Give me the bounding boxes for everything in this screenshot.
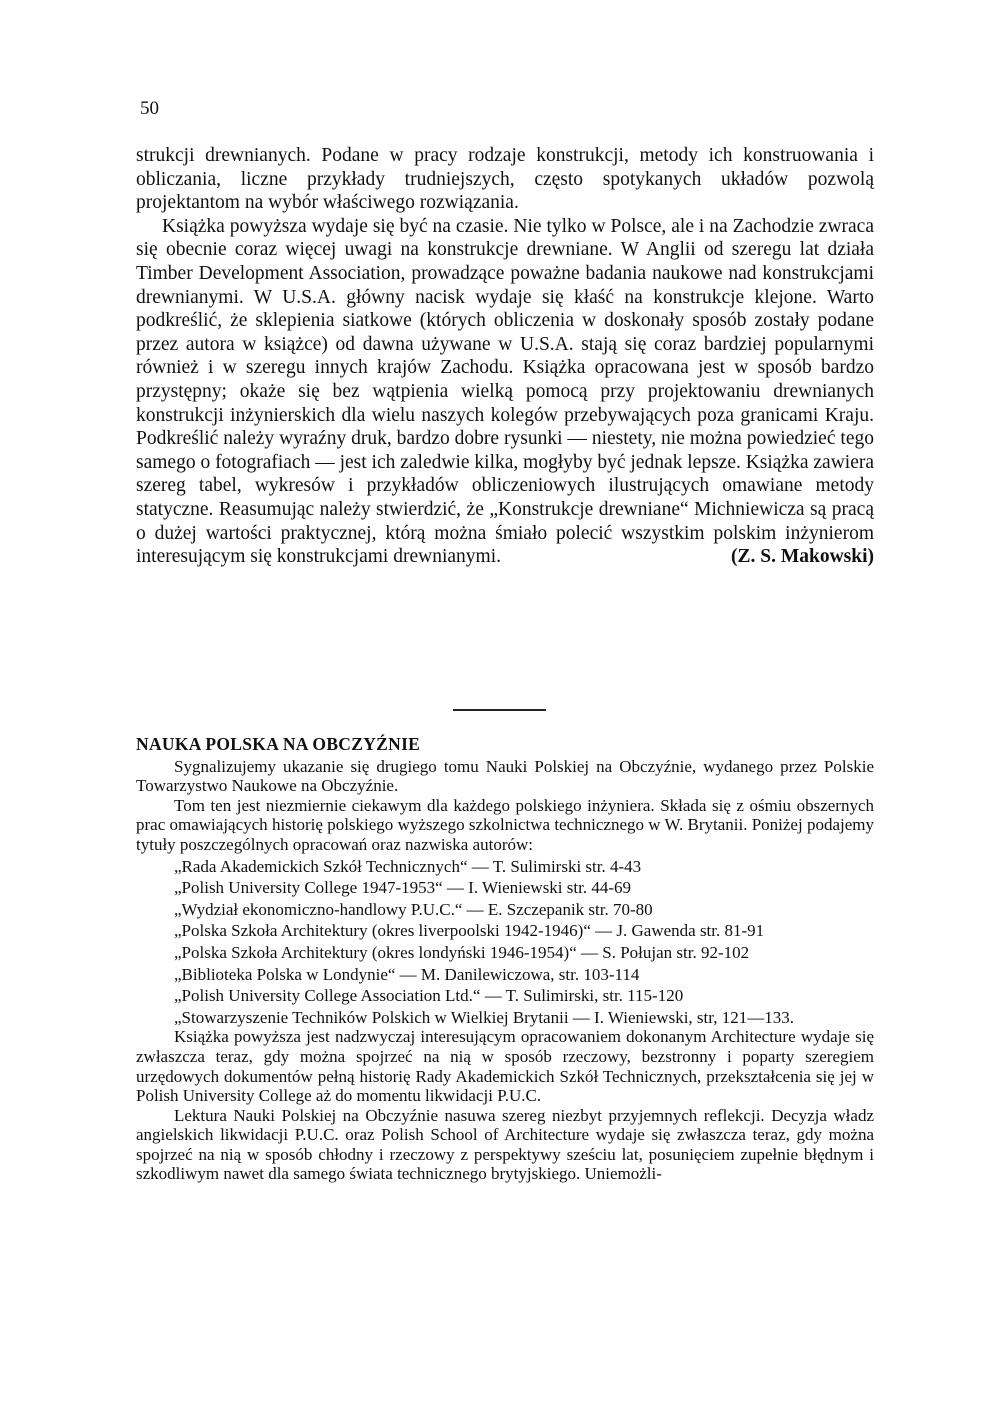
contents-entry: „Polska Szkoła Architektury (okres londyński 1946-1954)“ — S. Połujan str. 92-102 — [174, 942, 750, 962]
book-review — [136, 144, 874, 569]
closing-paragraph: Książka powyższa jest nadzwyczaj interesującym opracowaniem dokonanym Architecture wydaje się zwłaszcza teraz, gdy można spojrzeć na nią w sposób rzeczowy, bezstronny i poparty szeregiem urzędowych dokumentów pełną historię Rady Akademickich Szkół Technicznych, przekształcenia się jej w Polish University College aż do momentu likwidacji P.U.C. — [136, 1027, 874, 1106]
contents-entry: „Polish University College 1947-1953“ — I. Wieniewski str. 44-69 — [174, 878, 632, 898]
section-divider — [453, 709, 546, 711]
contents-entry: „Polish University College Association Ltd.“ — T. Sulimirski, str. 115-120 — [174, 986, 684, 1006]
review-paragraph: strukcji drewnianych. Podane w pracy rodzaje konstrukcji, metody ich konstruowania i obliczania, liczne przykłady trudniejszych, często spotykanych układów pozwolą projektantom na wybór właściwego rozwiązania. — [136, 145, 874, 214]
intro-paragraph: Sygnalizujemy ukazanie się drugiego tomu Nauki Polskiej na Obczyźnie, wydanego przez Polskie Towarzystwo Naukowe na Obczyźnie. — [136, 756, 874, 796]
review-paragraph — [136, 215, 874, 569]
section-heading: NAUKA POLSKA NA OBCZYŹNIE — [136, 734, 421, 754]
article-nauka-polska — [136, 735, 874, 1184]
page-number: 50 — [140, 98, 159, 119]
review-signature: (Z. S. Makowski) — [730, 546, 874, 568]
review-paragraph-text: Książka powyższa wydaje się być na czasie. Nie tylko w Polsce, ale i na Zachodzie zwraca się obecnie coraz więcej uwagi na konstrukcje drewniane. W Anglii od szeregu lat działa Timber Development Association, prowadzące poważne badania naukowe nad konstrukcjami drewnianymi. W U.S.A. główny nacisk wydaje się kłaść na konstrukcje klejone. Warto podkreślić, że sklepienia siatkowe (których obliczenia w doskonały sposób zostały podane przez autora w książce) od dawna używane w U.S.A. stają się coraz bardziej popularnymi również i w szeregu innych krajów Zachodu. Książka opracowana jest w sposób bardzo przystępny; okaże się bez wątpienia wielką pomocą przy projektowaniu drewnianych konstrukcji inżynierskich dla wielu naszych kolegów przebywających poza granicami Kraju. Podkreślić należy wyraźny druk, bardzo dobre rysunki — niestety, nie można powiedzieć tego samego o fotografiach — jest ich zaledwie kilka, mogłyby być jednak lepsze. Książka zawiera szereg tabel, wykresów i przykładów obliczeniowych ilustrujących omawiane metody statyczne. Reasumując należy stwierdzić, że „Konstrukcje drewniane“ Michniewicza są pracą o dużej wartości praktycznej, którą można śmiało polecić wszystkim polskim inżynierom interesującym się konstrukcjami drewnianymi. — [136, 215, 875, 568]
contents-entry: „Polska Szkoła Architektury (okres liverpoolski 1942-1946)“ — J. Gawenda str. 81-91 — [174, 921, 765, 941]
contents-entry: „Biblioteka Polska w Londynie“ — M. Danilewiczowa, str. 103-114 — [174, 964, 640, 984]
intro-paragraph: Tom ten jest niezmiernie ciekawym dla każdego polskiego inżyniera. Składa się z ośmiu obszernych prac omawiających historię polskiego wyższego szkolnictwa technicznego w W. Brytanii. Poniżej podajemy tytuły poszczególnych opracowań oraz nazwiska autorów: — [136, 795, 874, 854]
closing-paragraph: Lektura Nauki Polskiej na Obczyźnie nasuwa szereg niezbyt przyjemnych reflekcji. Decyzja władz angielskich likwidacji P.U.C. oraz Polish School of Architecture wydaje się zwłaszcza teraz, gdy można spojrzeć na nią w sposób chłodny i rzeczowy z perspektywy sześciu lat, posunięciem zupełnie błędnym i szkodliwym nawet dla samego świata technicznego brytyjskiego. Uniemożli- — [136, 1105, 874, 1184]
contents-entry: „Rada Akademickich Szkół Technicznych“ — T. Sulimirski str. 4-43 — [174, 856, 642, 876]
contents-entry: „Stowarzyszenie Techników Polskich w Wielkiej Brytanii — I. Wieniewski, str, 121—133. — [174, 1007, 794, 1027]
contents-entry: „Wydział ekonomiczno-handlowy P.U.C.“ — E. Szczepanik str. 70-80 — [174, 899, 653, 919]
